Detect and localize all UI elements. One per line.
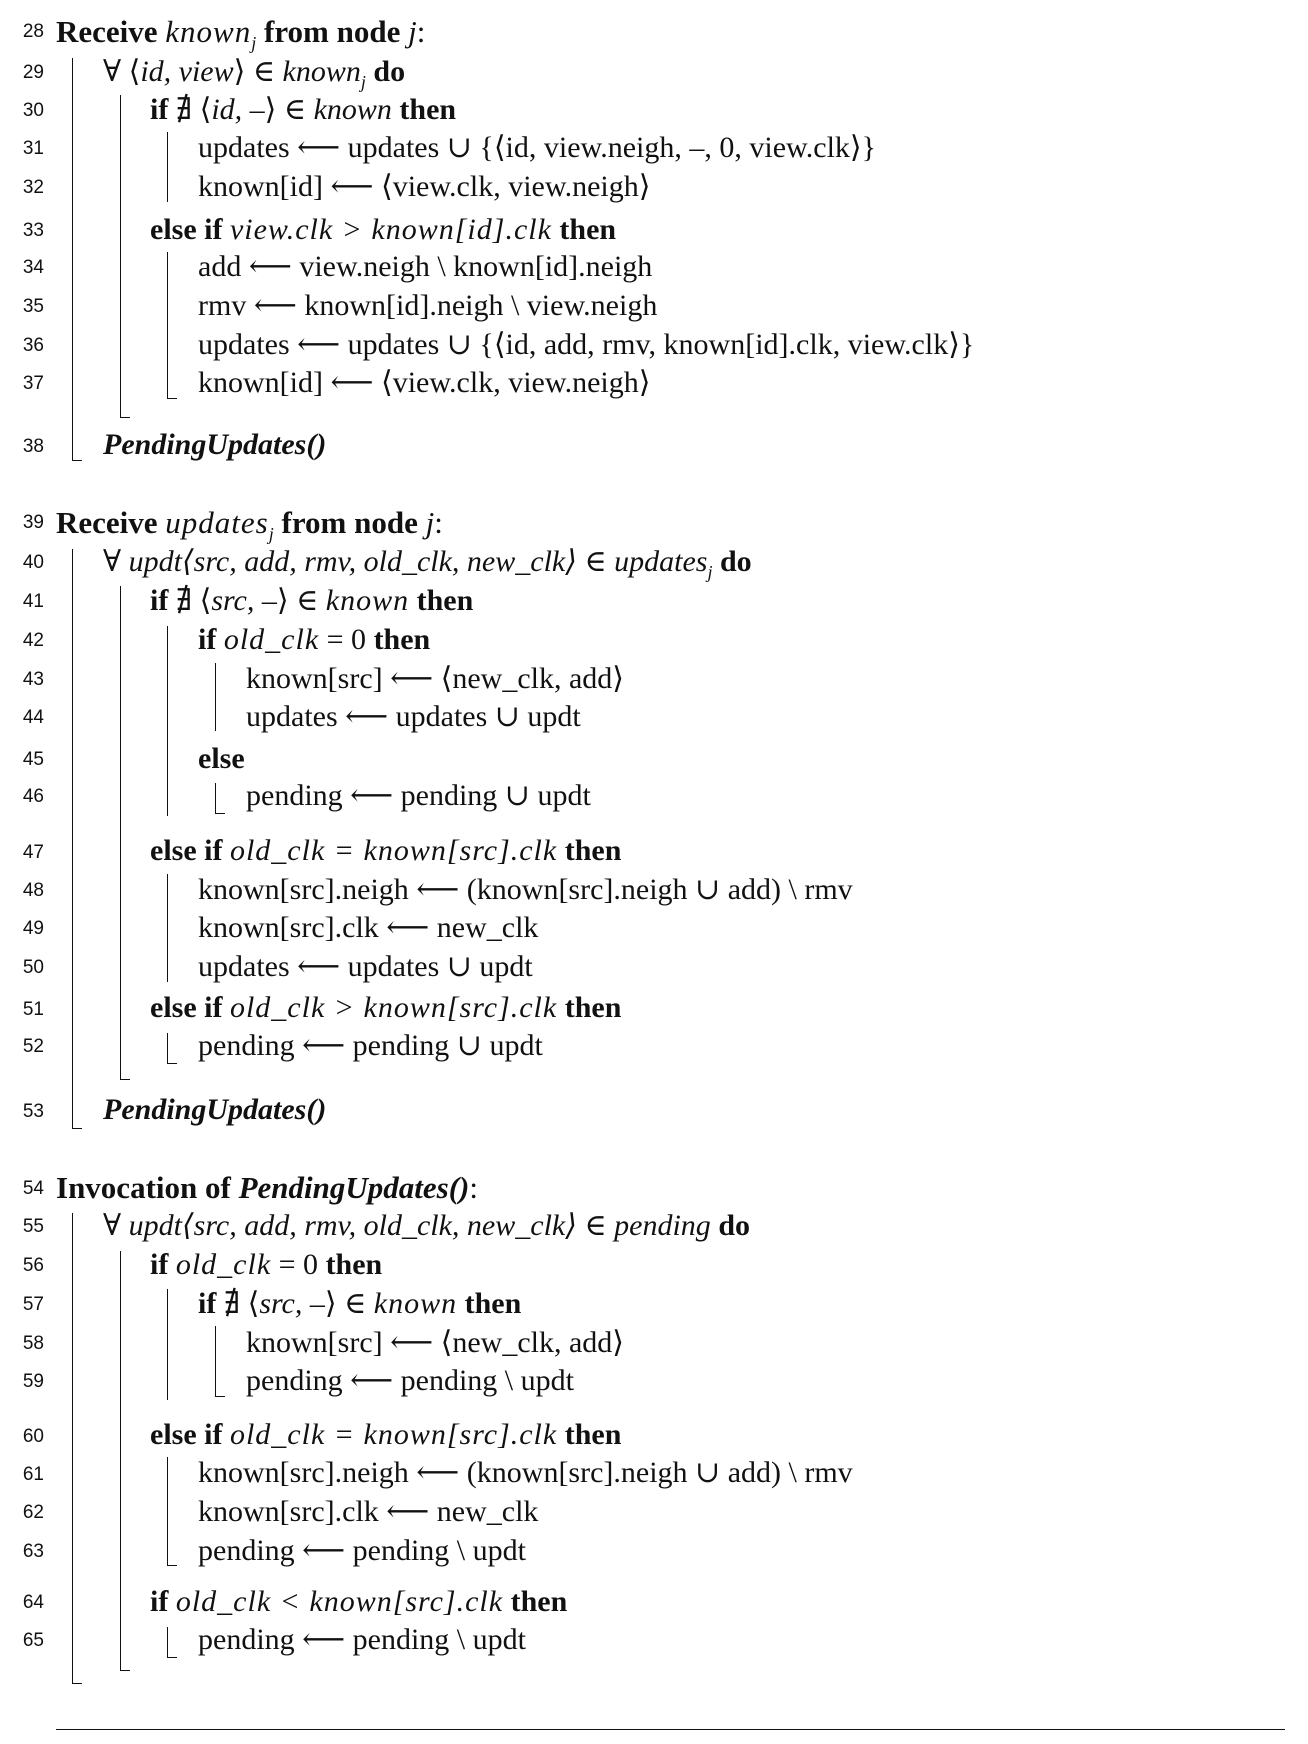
- code-line: [103, 542, 752, 582]
- variable: known: [373, 1287, 458, 1320]
- keyword: then: [464, 1287, 522, 1320]
- code-line: pending ⟵ pending ∪ updt: [246, 779, 591, 812]
- block-line: [167, 132, 168, 202]
- subscript: j: [251, 33, 257, 54]
- keyword: else if: [150, 834, 223, 867]
- keyword: else if: [150, 1418, 223, 1451]
- keyword: else if: [150, 213, 223, 246]
- keyword: if: [150, 93, 169, 126]
- line-number: 56: [22, 1255, 44, 1276]
- code-line: [198, 1284, 521, 1324]
- line-number: 33: [22, 220, 44, 241]
- expression: old_clk = known[src].clk: [229, 834, 558, 867]
- line-number: 35: [22, 296, 44, 317]
- line-number: 51: [22, 999, 44, 1020]
- symbol: ∈: [576, 1209, 607, 1242]
- keyword: then: [399, 93, 457, 126]
- expression: id,: [211, 93, 243, 126]
- line-number: 40: [22, 552, 44, 573]
- keyword: then: [510, 1585, 568, 1618]
- procedure-name: PendingUpdates(): [238, 1170, 470, 1205]
- code-line: [150, 90, 456, 130]
- code-line: [103, 52, 405, 92]
- subscript: j: [360, 72, 366, 92]
- line-number: 36: [22, 335, 44, 356]
- keyword: then: [564, 1418, 622, 1451]
- keyword: then: [325, 1248, 383, 1281]
- keyword: if: [198, 1287, 217, 1320]
- line-number: 31: [22, 138, 44, 159]
- keyword: from node: [264, 14, 401, 49]
- expression: id, view: [140, 55, 234, 88]
- code-line: [103, 425, 326, 465]
- code-line: add ⟵ view.neigh \ known[id].neigh: [198, 250, 653, 283]
- code-line: [198, 620, 430, 660]
- code-line: pending ⟵ pending \ updt: [198, 1623, 526, 1656]
- block-line: [72, 460, 82, 461]
- code-line: [150, 581, 473, 621]
- line-number: 45: [22, 749, 44, 770]
- line-number: 63: [22, 1541, 44, 1562]
- block-line: [167, 1627, 168, 1657]
- code-line: known[src] ⟵ ⟨new_clk, add⟩: [246, 662, 624, 695]
- keyword: then: [559, 213, 617, 246]
- block-line: [72, 1128, 82, 1129]
- code-line: known[src].neigh ⟵ (known[src].neigh ∪ add) \ rmv: [198, 873, 853, 906]
- forall-symbol: ∀ ⟨: [103, 55, 141, 88]
- block-line: [167, 1033, 168, 1063]
- code-line: rmv ⟵ known[id].neigh \ view.neigh: [198, 289, 658, 322]
- line-number: 50: [22, 957, 44, 978]
- code-line: updates ⟵ updates ∪ {⟨id, view.neigh, –, 0, view.clk⟩}: [198, 131, 877, 164]
- expression: old_clk: [175, 1248, 272, 1281]
- block-line: [167, 398, 177, 399]
- keyword: from node: [281, 505, 418, 540]
- block-line: [167, 1565, 177, 1566]
- expression: view.clk > known[id].clk: [229, 213, 552, 246]
- variable: known: [325, 584, 410, 617]
- expression: updt⟨src, add, rmv, old_clk, new_clk⟩: [128, 545, 577, 578]
- line-number: 34: [22, 257, 44, 278]
- line-number: 55: [22, 1216, 44, 1237]
- line-number: 29: [22, 62, 44, 83]
- block-line: [72, 1683, 82, 1684]
- variable: known: [165, 14, 252, 49]
- code-line: [150, 831, 621, 871]
- code-line: [198, 739, 245, 779]
- variable: j: [408, 14, 417, 49]
- expression: old_clk < known[src].clk: [175, 1585, 504, 1618]
- line-number: 54: [22, 1178, 44, 1199]
- block-line: [167, 1657, 177, 1658]
- keyword: else: [198, 742, 245, 775]
- line-number: 65: [22, 1630, 44, 1651]
- colon: :: [469, 1170, 478, 1205]
- line-number: 62: [22, 1502, 44, 1523]
- keyword: do: [720, 545, 752, 578]
- variable: pending: [614, 1209, 711, 1242]
- block-line: [215, 1326, 216, 1396]
- keyword: if: [150, 584, 169, 617]
- line-number: 58: [22, 1333, 44, 1354]
- block-line: [120, 586, 121, 1079]
- colon: :: [416, 14, 426, 49]
- code-line: known[id] ⟵ ⟨view.clk, view.neigh⟩: [198, 366, 651, 399]
- block-line: [215, 663, 216, 731]
- keyword: Receive: [56, 14, 158, 49]
- code-line: [150, 1245, 382, 1285]
- symbol: ∄ ⟨: [175, 93, 212, 126]
- block-line: [120, 1251, 121, 1670]
- block-line: [72, 549, 73, 1128]
- expression: = 0: [271, 1248, 319, 1281]
- symbol: –⟩ ∈: [254, 584, 319, 617]
- variable: updates: [614, 545, 708, 578]
- forall-symbol: ∀: [103, 545, 122, 578]
- keyword: if: [150, 1585, 169, 1618]
- line-number: 32: [22, 177, 44, 198]
- variable: j: [425, 505, 435, 540]
- procedure-call: PendingUpdates(): [103, 428, 327, 461]
- block-line: [120, 95, 121, 417]
- block-line: [167, 874, 168, 982]
- expression: old_clk: [223, 623, 320, 656]
- code-line: known[id] ⟵ ⟨view.clk, view.neigh⟩: [198, 170, 651, 203]
- expression: old_clk = known[src].clk: [229, 1418, 558, 1451]
- colon: :: [434, 505, 443, 540]
- line-number: 52: [22, 1036, 44, 1057]
- symbol: ∄ ⟨: [175, 584, 212, 617]
- code-line: known[src].neigh ⟵ (known[src].neigh ∪ add) \ rmv: [198, 1456, 853, 1489]
- procedure-call: PendingUpdates(): [103, 1093, 327, 1126]
- bottom-rule: [56, 1729, 1285, 1730]
- block-line: [120, 417, 130, 418]
- subscript: j: [268, 524, 274, 545]
- variable: updates: [165, 505, 269, 540]
- line-number: 47: [22, 842, 44, 863]
- code-line: known[src] ⟵ ⟨new_clk, add⟩: [246, 1326, 624, 1359]
- block-line: [215, 1396, 225, 1397]
- code-line: [103, 1090, 326, 1130]
- procedure-header-pending-updates: [56, 1168, 478, 1208]
- code-line: [150, 988, 621, 1028]
- line-number: 42: [22, 630, 44, 651]
- expression: updt⟨src, add, rmv, old_clk, new_clk⟩: [128, 1209, 577, 1242]
- keyword: Receive: [56, 505, 158, 540]
- code-line: known[src].clk ⟵ new_clk: [198, 1495, 539, 1528]
- expression: = 0: [319, 623, 367, 656]
- line-number: 30: [22, 100, 44, 121]
- line-number: 60: [22, 1426, 44, 1447]
- subscript: j: [707, 562, 713, 582]
- expression: src,: [211, 584, 255, 617]
- block-line: [167, 1457, 168, 1565]
- keyword: then: [373, 623, 431, 656]
- keyword: if: [198, 623, 217, 656]
- keyword: do: [373, 55, 406, 88]
- code-line: known[src].clk ⟵ new_clk: [198, 911, 539, 944]
- expression: old_clk > known[src].clk: [229, 991, 558, 1024]
- keyword: then: [564, 991, 622, 1024]
- line-number: 44: [22, 707, 44, 728]
- line-number: 57: [22, 1294, 44, 1315]
- symbol: ∄ ⟨: [223, 1287, 260, 1320]
- line-number: 39: [22, 512, 44, 533]
- block-line: [167, 1289, 168, 1400]
- block-line: [215, 813, 225, 814]
- block-line: [167, 626, 168, 816]
- code-line: pending ⟵ pending \ updt: [246, 1364, 574, 1397]
- keyword: if: [150, 1248, 169, 1281]
- code-line: [150, 1415, 621, 1455]
- symbol: ∈: [576, 545, 607, 578]
- line-number: 43: [22, 669, 44, 690]
- code-line: [150, 210, 616, 250]
- keyword: Invocation of: [56, 1170, 231, 1205]
- block-line: [167, 1063, 177, 1064]
- keyword: then: [416, 584, 474, 617]
- code-line: updates ⟵ updates ∪ {⟨id, add, rmv, known[id].clk, view.clk⟩}: [198, 328, 975, 361]
- code-line: pending ⟵ pending \ updt: [198, 1534, 526, 1567]
- forall-symbol: ∀: [103, 1209, 122, 1242]
- line-number: 28: [22, 21, 44, 42]
- procedure-header-receive-updates: [56, 503, 443, 543]
- code-line: updates ⟵ updates ∪ updt: [246, 700, 581, 733]
- code-line: updates ⟵ updates ∪ updt: [198, 950, 533, 983]
- line-number: 59: [22, 1371, 44, 1392]
- symbol: ⟩ ∈: [233, 55, 276, 88]
- code-line: [150, 1582, 567, 1622]
- line-number: 64: [22, 1592, 44, 1613]
- block-line: [120, 1670, 130, 1671]
- symbol: –⟩ ∈: [242, 93, 307, 126]
- line-number: 48: [22, 880, 44, 901]
- code-line: pending ⟵ pending ∪ updt: [198, 1029, 543, 1062]
- line-number: 61: [22, 1464, 44, 1485]
- keyword: else if: [150, 991, 223, 1024]
- block-line: [72, 1213, 73, 1683]
- variable: known: [313, 93, 392, 126]
- line-number: 53: [22, 1101, 44, 1122]
- variable: known: [282, 55, 361, 88]
- block-line: [72, 58, 73, 460]
- code-line: [103, 1206, 750, 1246]
- procedure-header-receive-known: [56, 12, 425, 52]
- keyword: do: [718, 1209, 750, 1242]
- symbol: –⟩ ∈: [302, 1287, 367, 1320]
- line-number: 38: [22, 436, 44, 457]
- block-line: [215, 783, 216, 813]
- line-number: 41: [22, 591, 44, 612]
- line-number: 37: [22, 373, 44, 394]
- block-line: [167, 252, 168, 398]
- expression: src,: [259, 1287, 303, 1320]
- keyword: then: [564, 834, 622, 867]
- line-number: 46: [22, 786, 44, 807]
- line-number: 49: [22, 918, 44, 939]
- block-line: [120, 1079, 130, 1080]
